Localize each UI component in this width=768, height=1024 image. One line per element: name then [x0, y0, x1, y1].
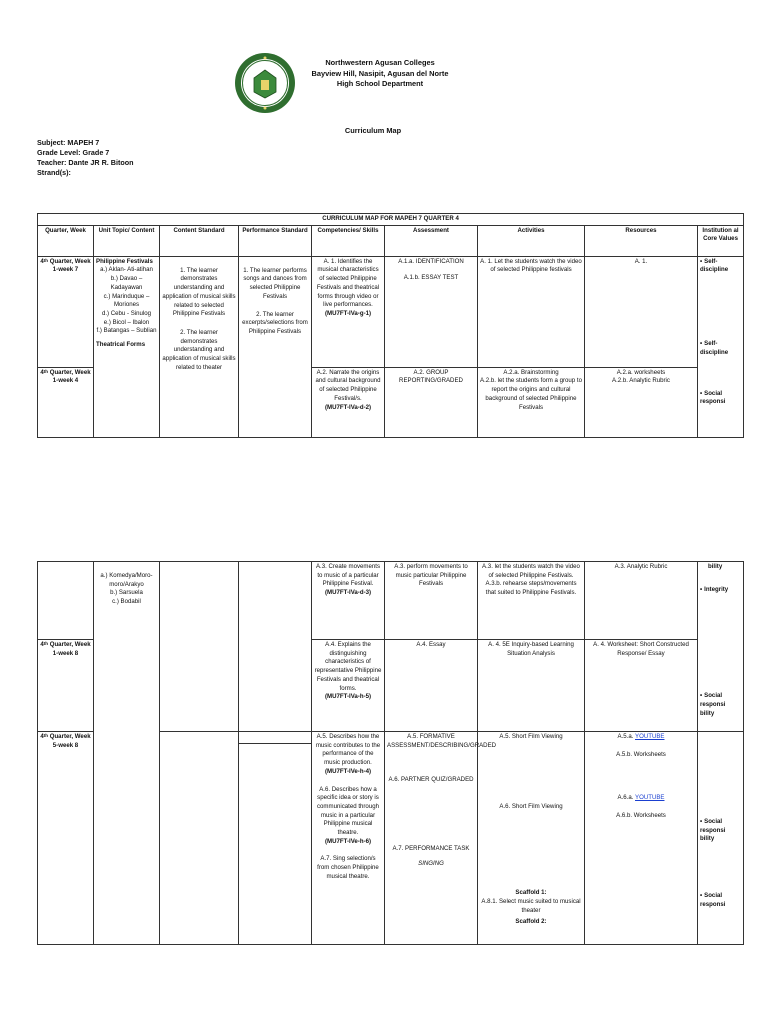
header-content-standard: Content Standard: [160, 225, 239, 256]
grade-line: Grade Level: Grade 7: [37, 148, 110, 157]
r4-assessment: A.4. Essay: [385, 640, 478, 732]
r3-activity: A.3. let the students watch the video of selected Philippine Festivals. A.3.b. rehearse steps/movements that suited to Philippine Festivals.: [478, 562, 585, 640]
school-name: Northwestern Agusan Colleges: [325, 58, 435, 67]
header-assessment: Assessment: [385, 225, 478, 256]
row1-core-values: • Self-discipline • Self-discipline • Social responsi: [698, 256, 744, 437]
r5-content-standard: [160, 732, 239, 945]
row2-resource: A.2.a. worksheets A.2.b. Analytic Rubric: [585, 367, 698, 437]
r5-core-values: • Social responsi bility • Social responsi: [698, 732, 744, 945]
header-activities: Activities: [478, 225, 585, 256]
r5-resources: A.5.a. YOUTUBE A.5.b. Worksheets A.6.a. YOUTUBE A.6.b. Worksheets: [585, 732, 698, 945]
r3-resource: A.3. Analytic Rubric: [585, 562, 698, 640]
r3-content-standard: [160, 562, 239, 732]
school-seal-logo: [234, 52, 296, 114]
unit-items: a.) Aklan- Ati-atihan b.) Davao – Kadayawan c.) Marinduque – Moriones d.) Cebu - Sinulog e.) Bicol – Ibalon f.) Batangas – Sublian: [96, 266, 157, 335]
r3-quarter: [38, 562, 94, 640]
row2-competency: A.2. Narrate the origins and cultural background of selected Philippine Festival/s. (MU7FT-IVa-d-2): [312, 367, 385, 437]
header-quarter: Quarter, Week: [38, 225, 94, 256]
r4-competency: A.4. Explains the distinguishing characteristics of representative Philippine Festivals and theatrical forms. (MU7FT-IVa-h-5): [312, 640, 385, 732]
school-header: [300, 58, 460, 90]
r3-performance-standard: [239, 562, 312, 732]
strand-line: Strand(s):: [37, 168, 71, 177]
teacher-line: Teacher: Dante JR R. Bitoon: [37, 158, 134, 167]
r4-resource: A. 4. Worksheet: Short Constructed Response/ Essay: [585, 640, 698, 732]
row1-unit: [94, 256, 160, 437]
row1-activity: A. 1. Let the students watch the video of selected Philippine festivals: [478, 256, 585, 367]
r3-competency: A.3. Create movements to music of a particular Philippine Festival. (MU7FT-IVa-d-3): [312, 562, 385, 640]
document-title: Curriculum Map: [344, 126, 402, 135]
subject-line: Subject: MAPEH 7: [37, 138, 100, 147]
r5-competency: A.5. Describes how the music contributes to the performance of the music production. (MU7FT-IVe-h-4) A.6. Describes how a specific idea or story is communicated through music in a particular Philippine musical theatre. (MU7FT-IVe-h-6) A.7. Sing selection/s from chosen Philippine musical theatre.: [312, 732, 385, 945]
youtube-link-a6[interactable]: YOUTUBE: [635, 794, 665, 802]
school-department: High School Department: [336, 79, 424, 88]
document-meta: [37, 138, 134, 178]
header-performance-standard: Performance Standard: [239, 225, 312, 256]
school-address: Bayview Hill, Nasipit, Agusan del Norte: [311, 68, 449, 78]
r4-activity: A. 4. 5E Inquiry-based Learning Situation Analysis: [478, 640, 585, 732]
curriculum-map-table-2: [37, 561, 744, 945]
table-banner: CURRICULUM MAP FOR MAPEH 7 QUARTER 4: [38, 214, 744, 226]
youtube-link-a5[interactable]: YOUTUBE: [635, 733, 665, 740]
r5-quarter: 4th Quarter, Week 5-week 8: [38, 732, 94, 945]
r3-unit: a.) Komedya/Moro-moro/Arakyo b.) Sarsuela c.) Bodabil: [94, 562, 160, 945]
row2-activity: A.2.a. Brainstorming A.2.b. let the students form a group to report the origins and cultural background of selected Philippine Festivals: [478, 367, 585, 437]
r5-activity: A.5. Short Film Viewing A.6. Short Film Viewing Scaffold 1: A.8.1. Select music suited to musical theater Scaffold 2:: [478, 732, 585, 945]
row1-assessment: A.1.a. IDENTIFICATION A.1.b. ESSAY TEST: [385, 256, 478, 367]
header-unit: Unit Topic/ Content: [94, 225, 160, 256]
header-core-values: Institution al Core Values: [698, 225, 744, 256]
r3-assessment: A.3. perform movements to music particular Philippine Festivals: [385, 562, 478, 640]
r5-assessment: A.5. FORMATIVE ASSESSMENT/DESCRIBING/GRADED A.6. PARTNER QUIZ/GRADED A.7. PERFORMANCE TASK SINGING: [385, 732, 478, 945]
unit-title-2: Theatrical Forms: [96, 341, 146, 349]
header-resources: Resources: [585, 225, 698, 256]
r5-performance-standard: [239, 732, 312, 945]
row1-performance-standard: 1. The learner performs songs and dances from selected Philippine Festivals 2. The learner excerpts/selections from Philippine Festivals: [239, 256, 312, 437]
row1-resource: A. 1.: [585, 256, 698, 367]
r3-core-values: bility • Integrity • Social responsi bility: [698, 562, 744, 732]
header-competencies: Competencies/ Skills: [312, 225, 385, 256]
row1-content-standard: 1. The learner demonstrates understanding and application of musical skills related to selected Philippine Festivals 2. The learner demonstrates understanding and application of musical skills related to theater: [160, 256, 239, 437]
curriculum-map-table-1: [37, 213, 744, 438]
r4-quarter: 4th Quarter, Week 1-week 8: [38, 640, 94, 732]
row2-assessment: A.2. GROUP REPORTING/GRADED: [385, 367, 478, 437]
row1-quarter: 4th Quarter, Week 1-week 7: [38, 256, 94, 367]
row1-competency: A. 1. Identifies the musical characteristics of selected Philippine Festivals and theatrical forms through video or live performances. (MU7FT-IVa-g-1): [312, 256, 385, 367]
row2-quarter: 4th Quarter, Week 1-week 4: [38, 367, 94, 437]
unit-title: Philippine Festivals: [96, 257, 153, 265]
